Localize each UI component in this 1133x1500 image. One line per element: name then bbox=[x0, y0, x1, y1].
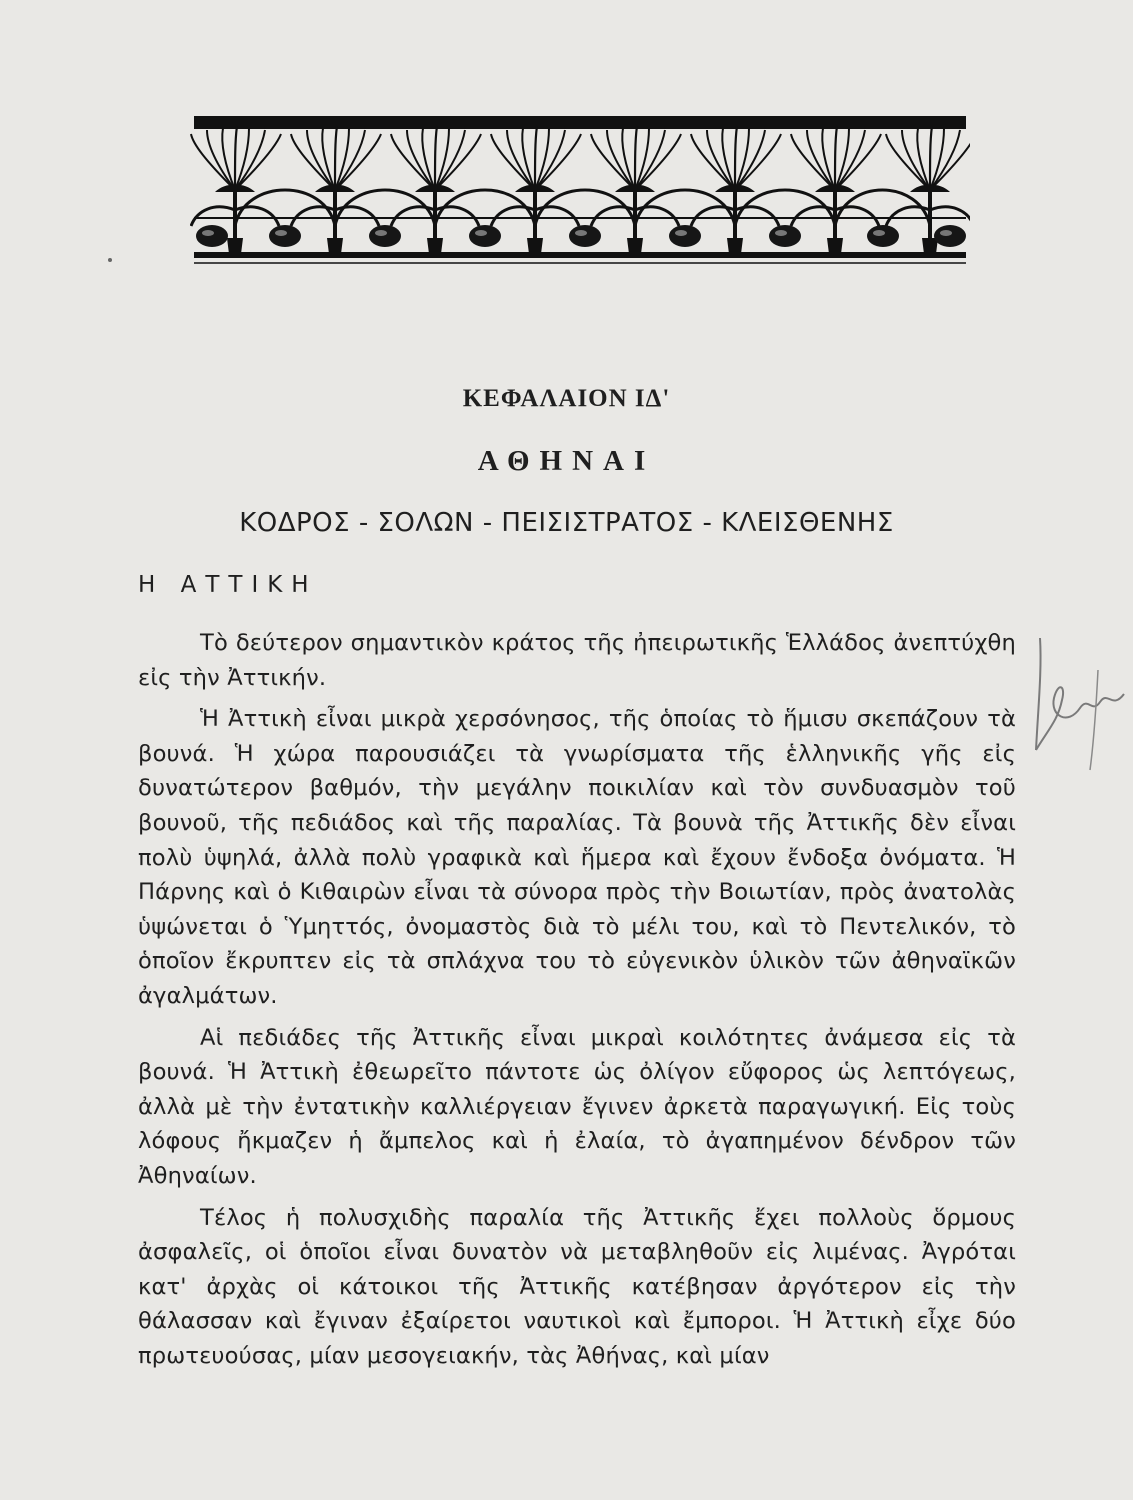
chapter-title: ΑΘΗΝΑΙ bbox=[477, 445, 656, 477]
chapter-subtitle: ΚΟΔΡΟΣ - ΣΟΛΩΝ - ΠΕΙΣΙΣΤΡΑΤΟΣ - ΚΛΕΙΣΘΕΝΗΣ bbox=[239, 508, 894, 538]
ink-speck bbox=[108, 258, 112, 262]
section-heading: Η ΑΤΤΙΚΗ bbox=[138, 572, 318, 598]
paragraph-4: Τέλος ἡ πολυσχιδὴς παραλία τῆς Ἀττικῆς ἔχει πολλοὺς ὅρμους ἀσφαλεῖς, οἱ ὁποῖοι εἶναι δυνατὸν νὰ μεταβληθοῦν εἰς λιμένας. Ἀγρόται κατ' ἀρχὰς οἱ κάτοικοι τῆς Ἀττικῆς κατέβησαν ἀργότερον εἰς τὴν θάλασσαν καὶ ἔγιναν ἐξαίρετοι ναυτικοὶ καὶ ἔμποροι. Ἡ Ἀττικὴ εἶχε δύο πρωτευούσας, μίαν μεσογειακήν, τὰς Ἀθήνας, καὶ μίαν bbox=[138, 1204, 1016, 1369]
body-text bbox=[138, 626, 1016, 1380]
chapter-label: ΚΕΦΑΛΑΙΟΝ ΙΔ' bbox=[462, 385, 671, 412]
paragraph-3: Αἱ πεδιάδες τῆς Ἀττικῆς εἶναι μικραὶ κοιλότητες ἀνάμεσα εἰς τὰ βουνά. Ἡ Ἀττικὴ ἐθεωρεῖτο πάντοτε ὡς ὀλίγον εὔφορος ὡς λεπτόγεως, ἀλλὰ μὲ τὴν ἐντατικὴν καλλιέργειαν ἔγινεν ἀρκετὰ παραγωγική. Εἰς τοὺς λόφους ἤκμαζεν ἡ ἄμπελος καὶ ἡ ἐλαία, τὸ ἀγαπημένον δένδρον τῶν Ἀθηναίων. bbox=[138, 1024, 1016, 1189]
handwritten-scribble-icon bbox=[1028, 630, 1133, 790]
paragraph-2: Ἡ Ἀττικὴ εἶναι μικρὰ χερσόνησος, τῆς ὁποίας τὸ ἥμισυ σκεπάζουν τὰ βουνά. Ἡ χώρα παρουσιάζει τὰ γνωρίσματα τῆς ἑλληνικῆς γῆς εἰς δυνατώτερον βαθμόν, τὴν μεγάλην ποικιλίαν καὶ τὸν συνδυασμὸν τοῦ βουνοῦ, τῆς πεδιάδος καὶ τῆς παραλίας. Τὰ βουνὰ τῆς Ἀττικῆς δὲν εἶναι πολὺ ὑψηλά, ἀλλὰ πολὺ γραφικὰ καὶ ἥμερα καὶ ἔχουν ἔνδοξα ὀνόματα. Ἡ Πάρνης καὶ ὁ Κιθαιρὼν εἶναι τὰ σύνορα πρὸς τὴν Βοιωτίαν, πρὸς ἀνατολὰς ὑψώνεται ὁ Ὑμηττός, ὀνομαστὸς διὰ τὸ μέλι του, καὶ τὸ Πεντελικόν, τὸ ὁποῖον ἔκρυπτεν εἰς τὰ σπλάχνα του τὸ εὐγενικὸν ὑλικὸν τῶν ἀθηναϊκῶν ἀγαλμάτων. bbox=[138, 706, 1016, 1009]
paragraph-1: Τὸ δεύτερον σημαντικὸν κράτος τῆς ἠπειρωτικῆς Ἑλλάδος ἀνεπτύχθη εἰς τὴν Ἀττικήν. bbox=[138, 630, 1016, 691]
palmette-frieze-icon bbox=[190, 108, 970, 268]
